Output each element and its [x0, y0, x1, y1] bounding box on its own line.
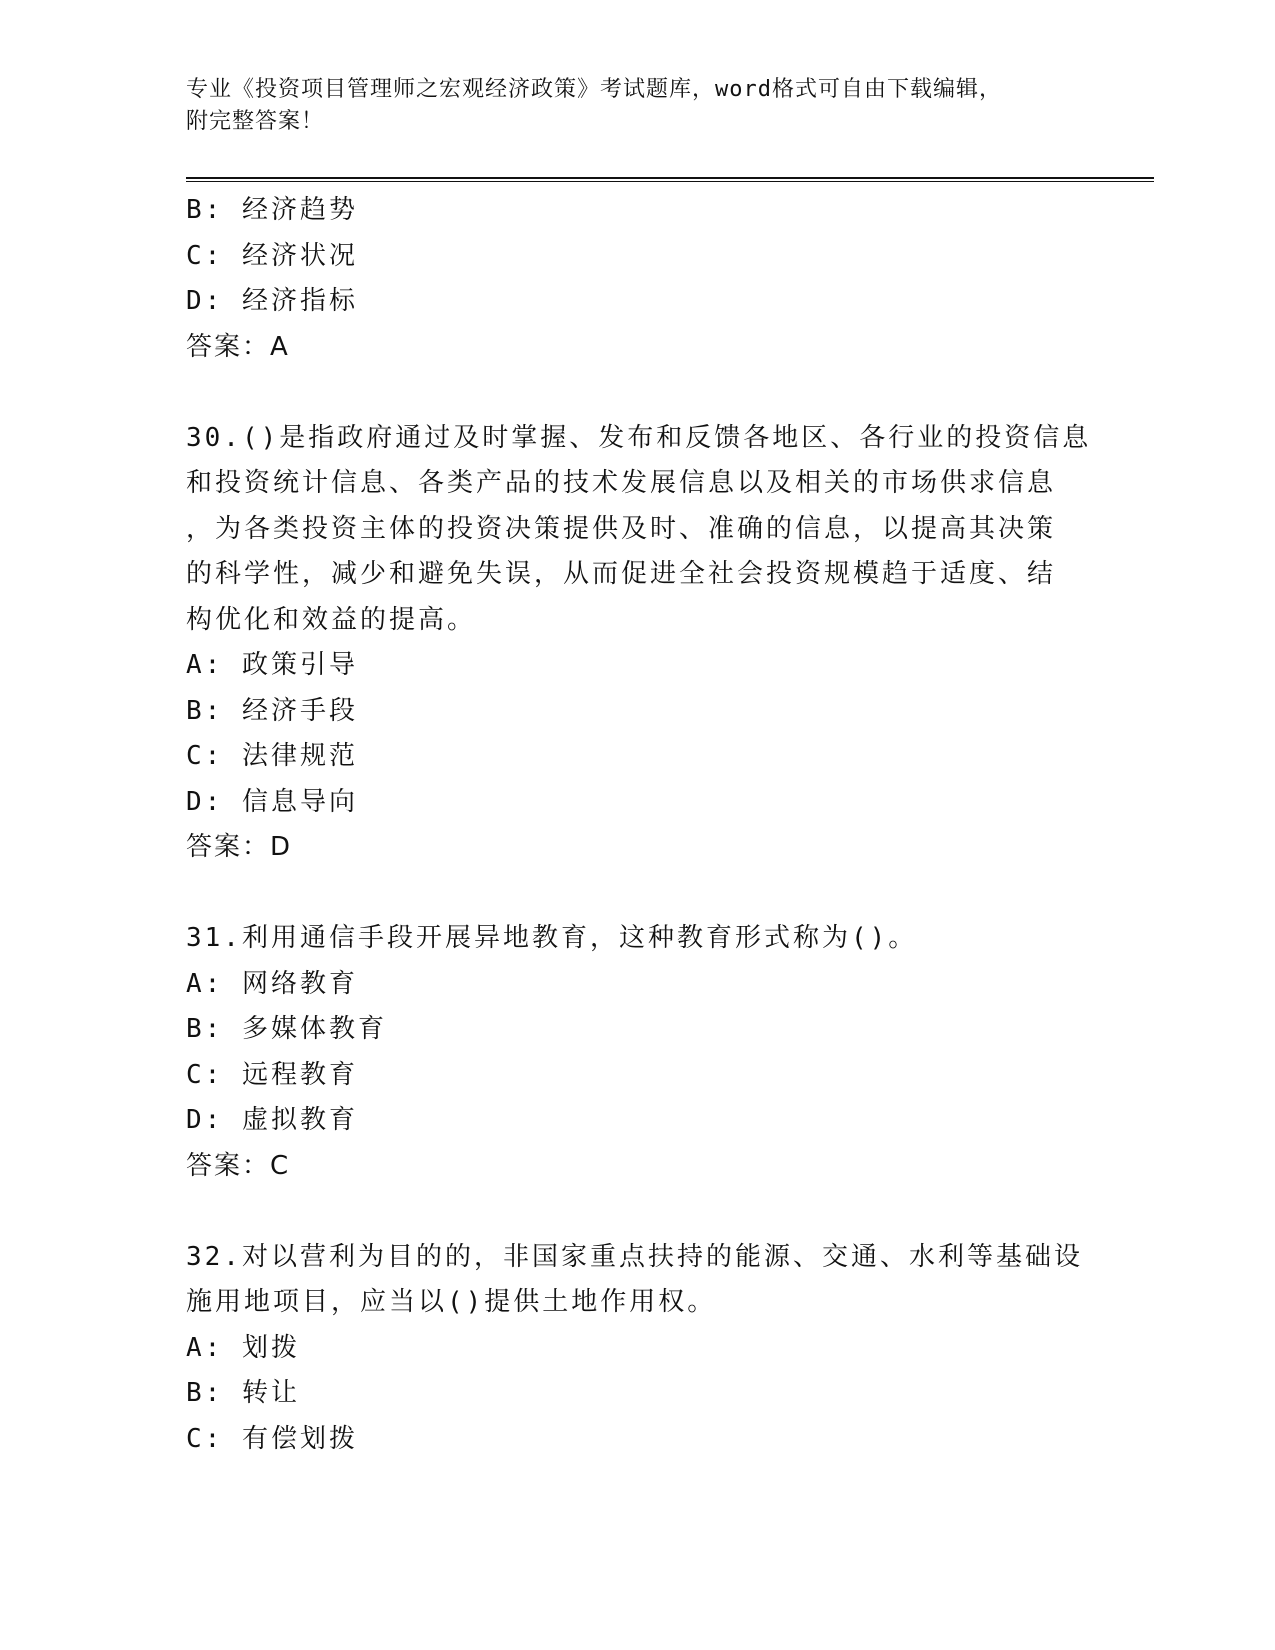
option-c: C: 经济状况	[186, 240, 358, 271]
question-stem-line: 施用地项目，应当以()提供土地作用权。	[186, 1287, 717, 1317]
option-c: C: 远程教育	[186, 1059, 358, 1090]
option-b: B: 经济趋势	[186, 195, 358, 225]
option-b: B: 经济手段	[186, 695, 358, 726]
header-line-1: 专业《投资项目管理师之宏观经济政策》考试题库，word格式可自由下载编辑，	[186, 77, 1002, 102]
question-32	[186, 1235, 1083, 1463]
header-line-2: 附完整答案！	[186, 109, 325, 134]
option-d: D: 虚拟教育	[186, 1105, 358, 1135]
question-stem-line: 的科学性，减少和避免失误，从而促进全社会投资规模趋于适度、结	[186, 559, 1057, 589]
header-rule	[186, 177, 1154, 182]
option-a: A: 网络教育	[186, 968, 358, 999]
option-b: B: 转让	[186, 1378, 300, 1408]
answer: 答案：A	[186, 331, 290, 362]
spacer	[186, 1189, 1066, 1235]
answer: 答案：C	[186, 1150, 291, 1181]
option-a: A: 划拨	[186, 1332, 300, 1363]
question-list	[186, 188, 1092, 1462]
page-header	[186, 74, 1066, 138]
option-c: C: 法律规范	[186, 741, 358, 771]
option-c: C: 有偿划拨	[186, 1423, 358, 1454]
question-stem-line: 构优化和效益的提高。	[186, 604, 477, 635]
question-stem-line: 30.()是指政府通过及时掌握、发布和反馈各地区、各行业的投资信息	[186, 422, 1092, 453]
question-stem-line: 和投资统计信息、各类产品的技术发展信息以及相关的市场供求信息	[186, 468, 1057, 498]
question-31	[186, 916, 1066, 1189]
question-30	[186, 416, 1092, 871]
question-stem-line: ，为各类投资主体的投资决策提供及时、准确的信息，以提高其决策	[186, 513, 1057, 544]
question-29	[186, 188, 1066, 370]
spacer	[186, 871, 1066, 917]
question-stem-line: 32.对以营利为目的的，非国家重点扶持的能源、交通、水利等基础设	[186, 1241, 1083, 1272]
option-a: A: 政策引导	[186, 650, 358, 680]
option-d: D: 经济指标	[186, 286, 358, 316]
spacer	[186, 370, 1066, 416]
option-b: B: 多媒体教育	[186, 1014, 387, 1044]
option-d: D: 信息导向	[186, 786, 358, 817]
question-stem-line: 31.利用通信手段开展异地教育，这种教育形式称为()。	[186, 923, 918, 953]
answer: 答案：D	[186, 832, 293, 862]
